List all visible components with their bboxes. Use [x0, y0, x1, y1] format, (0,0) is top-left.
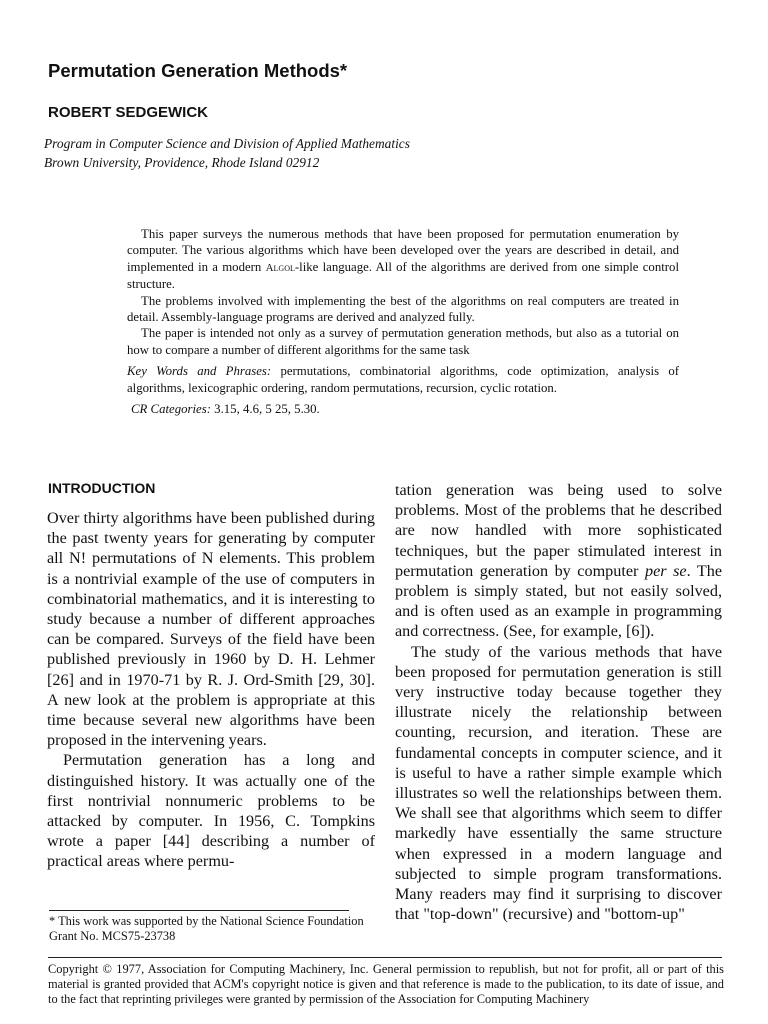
copyright-divider [48, 957, 722, 958]
copyright-notice: Copyright © 1977, Association for Computing Machinery, Inc. General permission to republish, but not for profit, all or part of this material is granted provided that ACM's copyright notice is given and that reference is made to the publication, to its date of issue, and to the fact that reprinting privileges were granted by permission of the Association for Computing Machinery [48, 962, 724, 1007]
author-name: ROBERT SEDGEWICK [48, 104, 209, 121]
intro-paragraph-1: Over thirty algorithms have been published during the past twenty years for generating by computer all N! permutations of N elements. This problem is a nontrivial example of the use of computers in combinatorial mathematics, and it is interesting to study because a number of different approaches can be compared. Surveys of the field have been published previously in 1960 by D. H. Lehmer [26] and in 1970-71 by R. J. Ord-Smith [29, 30]. A new look at the problem is appropriate at this time because several new algorithms have been proposed in the intervening years. [47, 509, 375, 750]
affiliation-line-1: Program in Computer Science and Division of Applied Mathematics [44, 136, 410, 151]
per-se-italic: per se [644, 561, 687, 580]
intro-paragraph-4: The study of the various methods that have been proposed for permutation generation is still very instructive today because together they illustrate nicely the relationship between counting, recursion, and iteration. These are fundamental concepts in computer science, and it is useful to have a rather simple example which illustrates so well the relationships between them. We shall see that algorithms which seem to differ markedly have essentially the same structure when expressed in a modern language and subjected to simple program transformations. Many readers may find it surprising to discover that "top-down" (recursive) and "bottom-up" [395, 642, 722, 924]
cr-categories [127, 401, 679, 417]
cr-categories-label: CR Categories: [131, 402, 211, 417]
intro-p3-end: . The problem is simply stated, but not easily solved, and is often used as an example in programming and correctness. (See, for example, [6]). [395, 561, 723, 641]
abstract [127, 226, 679, 417]
affiliation [44, 134, 410, 172]
abstract-p1-start: This paper surveys the numerous methods that have been proposed for permutation enumeration by computer. The various algorithms which have been developed over the years are described in detail, and implemented in a modern [127, 227, 679, 274]
abstract-paragraph-2: The problems involved with implementing the best of the algorithms on real computers are treated in detail. Assembly-language programs are derived and analyzed fully. [127, 293, 679, 325]
keywords-list: permutations, combinatorial algorithms, code optimization, analysis of algorithms, lexicographic ordering, random permutations, recursion, cyclic rotation. [127, 364, 680, 395]
keywords-label: Key Words and Phrases: [127, 364, 272, 379]
intro-paragraph-3 [395, 480, 722, 642]
footnote: * This work was supported by the National Science Foundation Grant No. MCS75-23738 [49, 914, 364, 943]
cr-categories-values: 3.15, 4.6, 5 25, 5.30. [210, 402, 320, 417]
left-column [47, 478, 375, 872]
right-column [395, 480, 722, 924]
keywords [127, 363, 679, 396]
paper-title: Permutation Generation Methods* [48, 60, 348, 81]
footnote-divider [49, 910, 349, 911]
affiliation-line-2: Brown University, Providence, Rhode Island 02912 [44, 155, 320, 170]
section-heading-introduction: INTRODUCTION [48, 480, 156, 496]
algol-word: Algol [265, 261, 295, 274]
abstract-paragraph-3: The paper is intended not only as a survey of permutation generation methods, but also as a tutorial on how to compare a number of different algorithms for the same task [127, 326, 679, 357]
abstract-paragraph-1 [127, 226, 679, 293]
intro-p3-start: tation generation was being used to solve problems. Most of the problems that he described are now handled with more sophisticated techniques, but the paper stimulated interest in permutation generation by computer [395, 481, 722, 580]
intro-paragraph-2: Permutation generation has a long and distinguished history. It was actually one of the first nontrivial nonnumeric problems to be attacked by computer. In 1956, C. Tompkins wrote a paper [44] describing a number of practical areas where permu- [47, 751, 375, 871]
abstract-p1-end: -like language. All of the algorithms are derived from one simple control structure. [127, 259, 679, 292]
